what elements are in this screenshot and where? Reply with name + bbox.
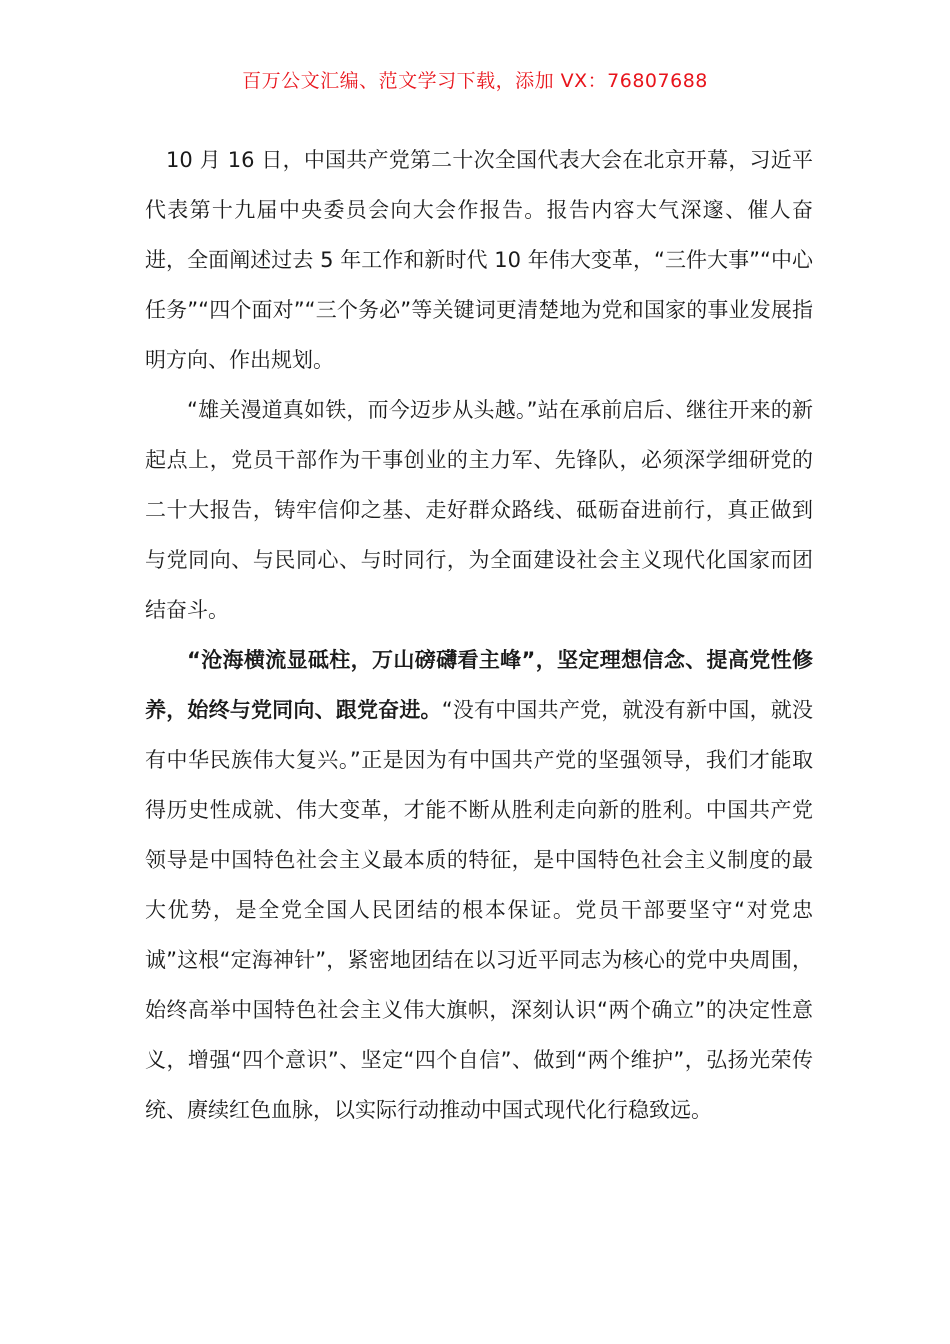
header-notice: 百万公文汇编、范文学习下载，添加 VX：76807688 (242, 70, 708, 92)
paragraph-2-text: “雄关漫道真如铁，而今迈步从头越。”站在承前启后、继往开来的新起点上，党员干部作为干事创业的主力军、先锋队，必须深学细研党的二十大报告，铸牢信仰之基、走好群众路线、砥砺奋进前行，真正做到与党同向、与民同心、与时同行，为全面建设社会主义现代化国家而团结奋斗。 (145, 398, 813, 622)
paragraph-3 (145, 635, 813, 1135)
paragraph-3-bold-lead: “沧海横流显砥柱，万山磅礴看主峰”，坚定理想信念、提高党性修养，始终与党同向、跟党奋进。 (145, 648, 813, 722)
paragraph-1 (145, 135, 813, 385)
paragraph-2 (145, 385, 813, 635)
paragraph-1-text: 10 月 16 日，中国共产党第二十次全国代表大会在北京开幕，习近平代表第十九届中央委员会向大会作报告。报告内容大气深邃、催人奋进，全面阐述过去 5 年工作和新时代 10 年伟大变革，“三件大事”“中心任务”“四个面对”“三个务必”等关键词更清楚地为党和国家的事业发展指明方向、作出规划。 (145, 148, 813, 372)
document-body (145, 135, 813, 1135)
paragraph-3-text: “没有中国共产党，就没有新中国，就没有中华民族伟大复兴。”正是因为有中国共产党的坚强领导，我们才能取得历史性成就、伟大变革，才能不断从胜利走向新的胜利。中国共产党领导是中国特色社会主义最本质的特征，是中国特色社会主义制度的最大优势，是全党全国人民团结的根本保证。党员干部要坚守“对党忠诚”这根“定海神针”，紧密地团结在以习近平同志为核心的党中央周围，始终高举中国特色社会主义伟大旗帜，深刻认识“两个确立”的决定性意义，增强“四个意识”、坚定“四个自信”、做到“两个维护”，弘扬光荣传统、赓续红色血脉，以实际行动推动中国式现代化行稳致远。 (145, 698, 813, 1122)
